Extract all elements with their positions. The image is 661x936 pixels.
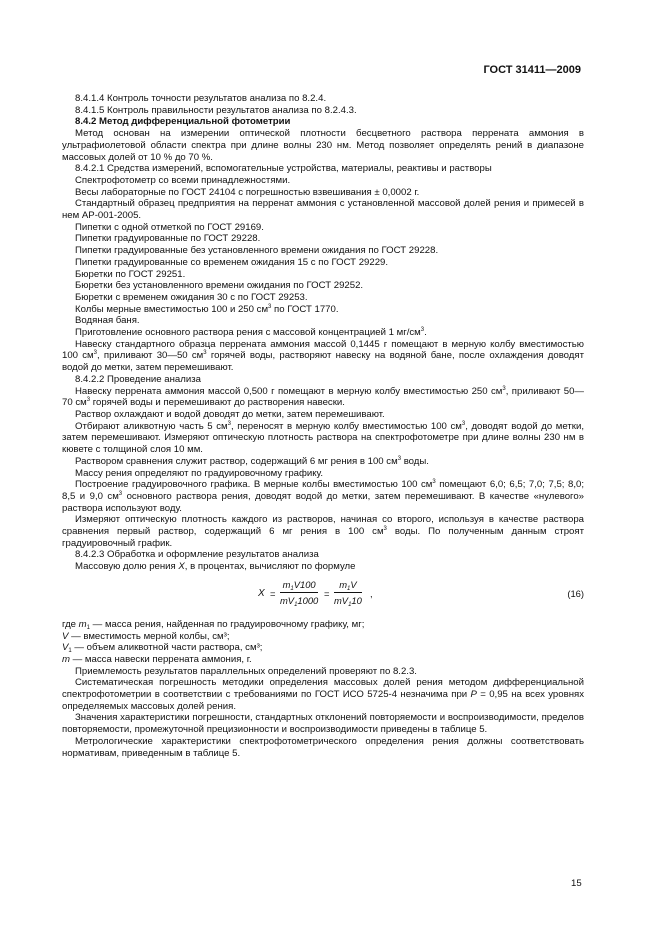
formula-16 bbox=[62, 579, 584, 617]
formula-equals-1: = bbox=[270, 587, 276, 599]
formula-number: (16) bbox=[567, 587, 584, 599]
formula-lhs: X bbox=[258, 587, 265, 599]
clause-8-4-2-2: 8.4.2.2 Проведение анализа bbox=[75, 373, 201, 385]
formula-intro: Массовую долю рения X, в процентах, вычисляют по формуле bbox=[75, 561, 356, 573]
method-description: Метод основан на измерении оптической плотности бесцветного раствора перрената аммония в ультрафиолетовой области спектра при длине волны 230 нм. Метод позволяет определять рений в диапазоне массовых долей от 10 % до 70 %. bbox=[62, 128, 584, 163]
page-content bbox=[62, 93, 584, 759]
calibration-measurement: Измеряют оптическую плотность каждого из растворов, начиная со второго, используя в качестве раствора сравнения первый раствор, содержащий 6 мг рения в 100 $см^3$ воды. По полученным данным строят градуировочный график. bbox=[62, 514, 584, 549]
equipment-pipettes-1: Пипетки с одной отметкой по ГОСТ 29169. bbox=[75, 221, 264, 233]
clause-8-4-1-5: 8.4.1.5 Контроль правильности результатов анализа по 8.2.4.3. bbox=[75, 104, 357, 116]
equipment-water-bath: Водяная баня. bbox=[75, 315, 140, 327]
clause-8-4-2-1: 8.4.2.1 Средства измерений, вспомогательные устройства, материалы, реактивы и растворы bbox=[75, 163, 492, 175]
reference-solution: Раствором сравнения служит раствор, содержащий 6 мг рения в 100 $см^3$ воды. bbox=[75, 455, 429, 467]
formula-equals-2: = bbox=[324, 587, 330, 599]
rhenium-mass-note: Массу рения определяют по градуировочному графику. bbox=[75, 467, 324, 479]
acceptability-note: Приемлемость результатов параллельных определений проверяют по 8.2.3. bbox=[75, 665, 417, 677]
document-header: ГОСТ 31411—2009 bbox=[483, 64, 581, 76]
stock-solution-heading: Приготовление основного раствора рения с массовой концентрацией 1 $мг/см^3$. bbox=[75, 327, 427, 339]
equipment-spectrophotometer: Спектрофотометр со всеми принадлежностями. bbox=[75, 174, 291, 186]
formula-comma: , bbox=[370, 587, 373, 599]
definition-v: V — вместимость мерной колбы, см³; bbox=[62, 630, 230, 642]
page-number: 15 bbox=[571, 878, 582, 889]
variable-definitions bbox=[62, 619, 584, 666]
formula-fraction-1: $\frac{m_1V100}{mV_11000}$ bbox=[280, 578, 319, 608]
section-heading-8-4-2: 8.4.2 Метод дифференциальной фотометрии bbox=[75, 116, 291, 128]
stock-solution-procedure: Навеску стандартного образца перрената аммония массой 0,1445 г помещают в мерную колбу вместимостью 100 $см^3$, приливают 30—50 $см^3$ горячей воды, растворяют навеску на водяной бане, после охлаждения доводят водой до метки, затем перемешивают. bbox=[62, 338, 584, 374]
calibration-construction: Построение градуировочного графика. В мерные колбы вместимостью 100 $см^3$ помещают 6,0; 6,5; 7,0; 7,5; 8,0; 8,5 и 9,0 $см^3$ основного раствора рения, доводят водой до метки, затем перемешивают. В качестве «нулевого» раствора используют воду. bbox=[62, 479, 585, 514]
definition-m: m — масса навески перрената аммония, г. bbox=[62, 653, 252, 665]
equipment-pipettes-3: Пипетки градуированные без установленного времени ожидания по ГОСТ 29228. bbox=[75, 245, 439, 257]
analysis-step-2: Раствор охлаждают и водой доводят до метки, затем перемешивают. bbox=[75, 408, 385, 420]
equipment-flasks: Колбы мерные вместимостью 100 и 250 $см^3$ по ГОСТ 1770. bbox=[75, 303, 339, 315]
equipment-burettes-1: Бюретки по ГОСТ 29251. bbox=[75, 268, 186, 280]
equipment-pipettes-2: Пипетки градуированные по ГОСТ 29228. bbox=[75, 233, 261, 245]
analysis-step-3: Отбирают аликвотную часть 5 $см^3$, переносят в мерную колбу вместимостью 100 $см^3$, доводят водой до метки, затем перемешивают. Измеряют оптическую плотность раствора на спектрофотометре при длине волны 230 нм в кювете с толщиной слоя 10 мм. bbox=[62, 420, 584, 456]
equipment-burettes-3: Бюретки с временем ожидания 30 с по ГОСТ 29253. bbox=[75, 291, 308, 303]
definition-v1: $V_1$ — объем аликвотной части раствора, см³; bbox=[62, 642, 263, 655]
characteristics-note: Значения характеристики погрешности, стандартных отклонений повторяемости и воспроизводимости, пределов повторяемости, промежуточной прецизионности и воспроизводимости приведены в таблице 5. bbox=[62, 712, 584, 736]
formula-fraction-2: $\frac{m_1V}{mV_110}$ bbox=[334, 578, 362, 608]
systematic-error-note: Систематическая погрешность методики определения массовых долей рения методом дифференциальной спектрофотометрии в соответствии с требованиями по ГОСТ ИСО 5725-4 незначима при P = 0,95 на всех уровнях определяемых массовых долей рения. bbox=[62, 677, 584, 712]
equipment-reference-sample: Стандартный образец предприятия на перренат аммония с установленной массовой долей рения и примесей в нем АР-001-2005. bbox=[62, 198, 584, 222]
equipment-scales: Весы лабораторные по ГОСТ 24104 с погрешностью взвешивания ± 0,0002 г. bbox=[75, 186, 420, 198]
definition-m1: где $m_1$ — масса рения, найденная по градуировочному графику, мг; bbox=[62, 618, 365, 631]
metrology-note: Метрологические характеристики спектрофотометрического определения рения должны соответствовать нормативам, приведенным в таблице 5. bbox=[62, 735, 584, 759]
equipment-pipettes-4: Пипетки градуированные со временем ожидания 15 с по ГОСТ 29229. bbox=[75, 256, 389, 268]
analysis-step-1: Навеску перрената аммония массой 0,500 г помещают в мерную колбу вместимостью 250 $см^3$, приливают 50—70 $см^3$ горячей воды и перемешивают до растворения навески. bbox=[62, 385, 585, 409]
clause-8-4-2-3: 8.4.2.3 Обработка и оформление результатов анализа bbox=[75, 549, 319, 561]
equipment-burettes-2: Бюретки без установленного времени ожидания по ГОСТ 29252. bbox=[75, 280, 364, 292]
clause-8-4-1-4: 8.4.1.4 Контроль точности результатов анализа по 8.2.4. bbox=[75, 93, 327, 104]
